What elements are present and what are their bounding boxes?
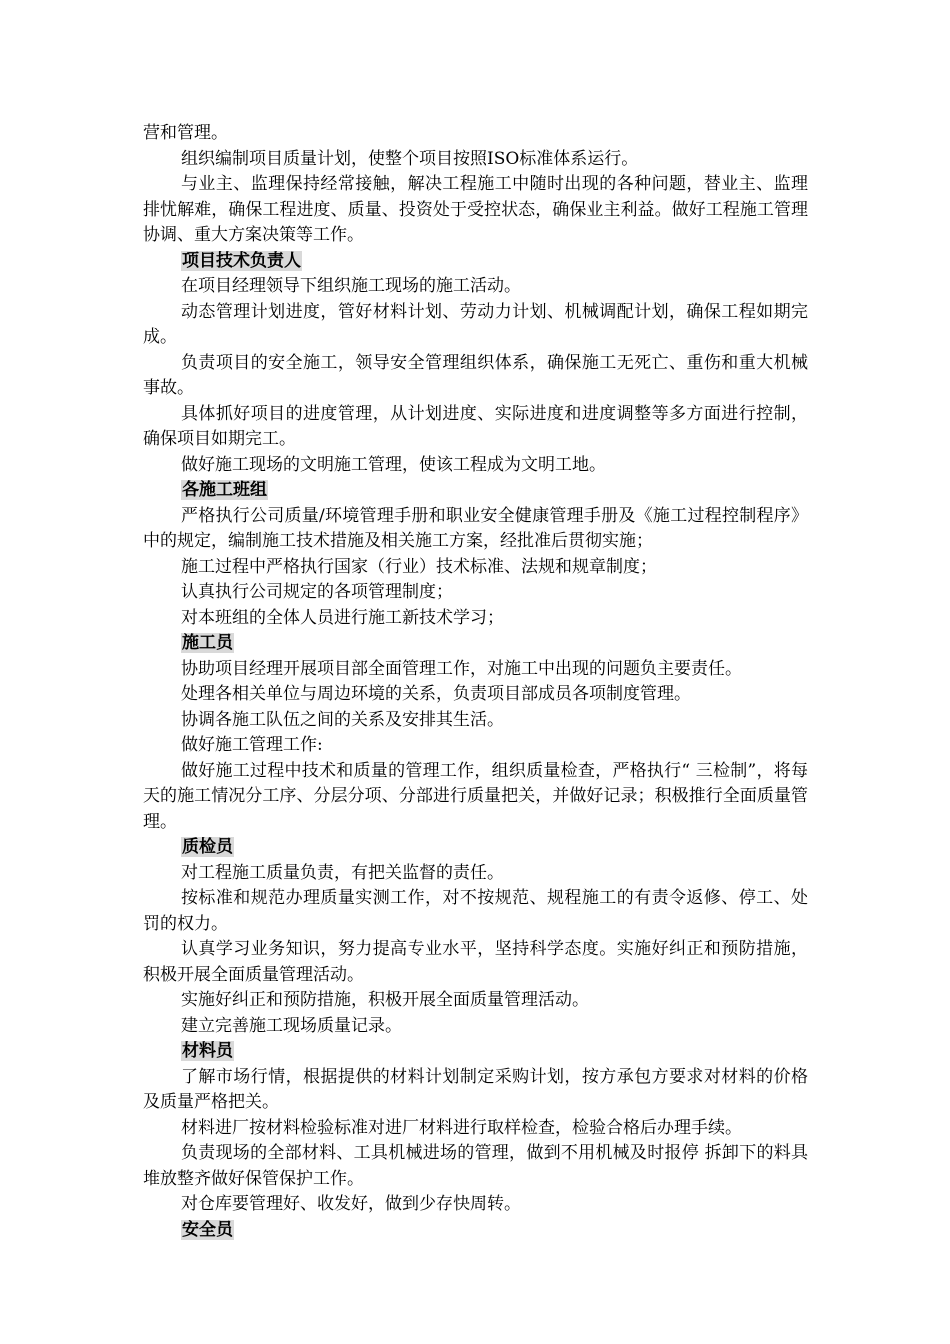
paragraph: 施工过程中严格执行国家（行业）技术标准、法规和规章制度； — [181, 556, 657, 577]
paragraph: 严格执行公司质量/环境管理手册和职业安全健康管理手册及《施工过程控制程序》中的规定，编制施工技术措施及相关施工方案，经批准后贯彻实施； — [143, 505, 808, 551]
section-heading — [143, 631, 808, 657]
section-heading — [143, 835, 808, 861]
paragraph: 协调各施工队伍之间的关系及安排其生活。 — [181, 709, 504, 730]
paragraph: 营和管理。 — [143, 123, 228, 143]
paragraph: 负责现场的全部材料、工具机械进场的管理，做到不用机械及时报停 拆卸下的料具堆放整齐做好保管保护工作。 — [143, 1143, 808, 1189]
paragraph: 负责项目的安全施工，领导安全管理组织体系，确保施工无死亡、重伤和重大机械事故。 — [143, 352, 808, 398]
paragraph: 认真执行公司规定的各项管理制度； — [181, 582, 453, 602]
section-heading-text: 施工员 — [182, 633, 233, 653]
section-heading-text: 质检员 — [182, 837, 233, 857]
paragraph: 了解市场行情，根据提供的材料计划制定采购计划，按方承包方要求对材料的价格及质量严格把关。 — [143, 1066, 808, 1112]
paragraph: 动态管理计划进度，管好材料计划、劳动力计划、机械调配计划，确保工程如期完成。 — [143, 301, 808, 347]
section-heading-text: 各施工班组 — [182, 480, 267, 500]
paragraph: 实施好纠正和预防措施，积极开展全面质量管理活动。 — [181, 990, 589, 1010]
section-heading-text: 安全员 — [182, 1219, 233, 1240]
section-heading-text: 材料员 — [182, 1041, 233, 1061]
document-body — [143, 121, 808, 1243]
section-heading-text: 项目技术负责人 — [182, 250, 301, 271]
paragraph: 在项目经理领导下组织施工现场的施工活动。 — [181, 276, 521, 296]
paragraph: 具体抓好项目的进度管理，从计划进度、实际进度和进度调整等多方面进行控制，确保项目如期完工。 — [143, 403, 808, 449]
section-heading — [143, 249, 808, 275]
paragraph: 按标准和规范办理质量实测工作，对不按规范、规程施工的有责令返修、停工、处罚的权力。 — [143, 888, 808, 934]
paragraph: 做好施工管理工作: — [181, 735, 323, 755]
paragraph: 对仓库要管理好、收发好，做到少存快周转。 — [181, 1194, 521, 1214]
paragraph: 协助项目经理开展项目部全面管理工作，对施工中出现的问题负主要责任。 — [181, 658, 742, 679]
paragraph: 对本班组的全体人员进行施工新技术学习； — [181, 607, 504, 628]
paragraph: 建立完善施工现场质量记录。 — [181, 1015, 402, 1036]
paragraph: 材料进厂按材料检验标准对进厂材料进行取样检查，检验合格后办理手续。 — [181, 1117, 742, 1138]
paragraph: 做好施工过程中技术和质量的管理工作，组织质量检查，严格执行“ 三检制”，将每天的施工情况分工序、分层分项、分部进行质量把关，并做好记录；积极推行全面质量管理。 — [143, 760, 808, 832]
paragraph: 认真学习业务知识，努力提高专业水平，坚持科学态度。实施好纠正和预防措施，积极开展全面质量管理活动。 — [143, 939, 808, 985]
section-heading — [143, 478, 808, 504]
paragraph: 组织编制项目质量计划，使整个项目按照ISO标准体系运行。 — [181, 148, 639, 169]
section-heading — [143, 1039, 808, 1065]
paragraph: 处理各相关单位与周边环境的关系，负责项目部成员各项制度管理。 — [181, 684, 691, 704]
paragraph: 对工程施工质量负责，有把关监督的责任。 — [181, 862, 504, 883]
paragraph: 与业主、监理保持经常接触，解决工程施工中随时出现的各种问题，替业主、监理排忧解难，确保工程进度、质量、投资处于受控状态，确保业主利益。做好工程施工管理协调、重大方案决策等工作。 — [143, 174, 808, 245]
paragraph: 做好施工现场的文明施工管理，使该工程成为文明工地。 — [181, 454, 606, 475]
section-heading — [143, 1218, 808, 1244]
